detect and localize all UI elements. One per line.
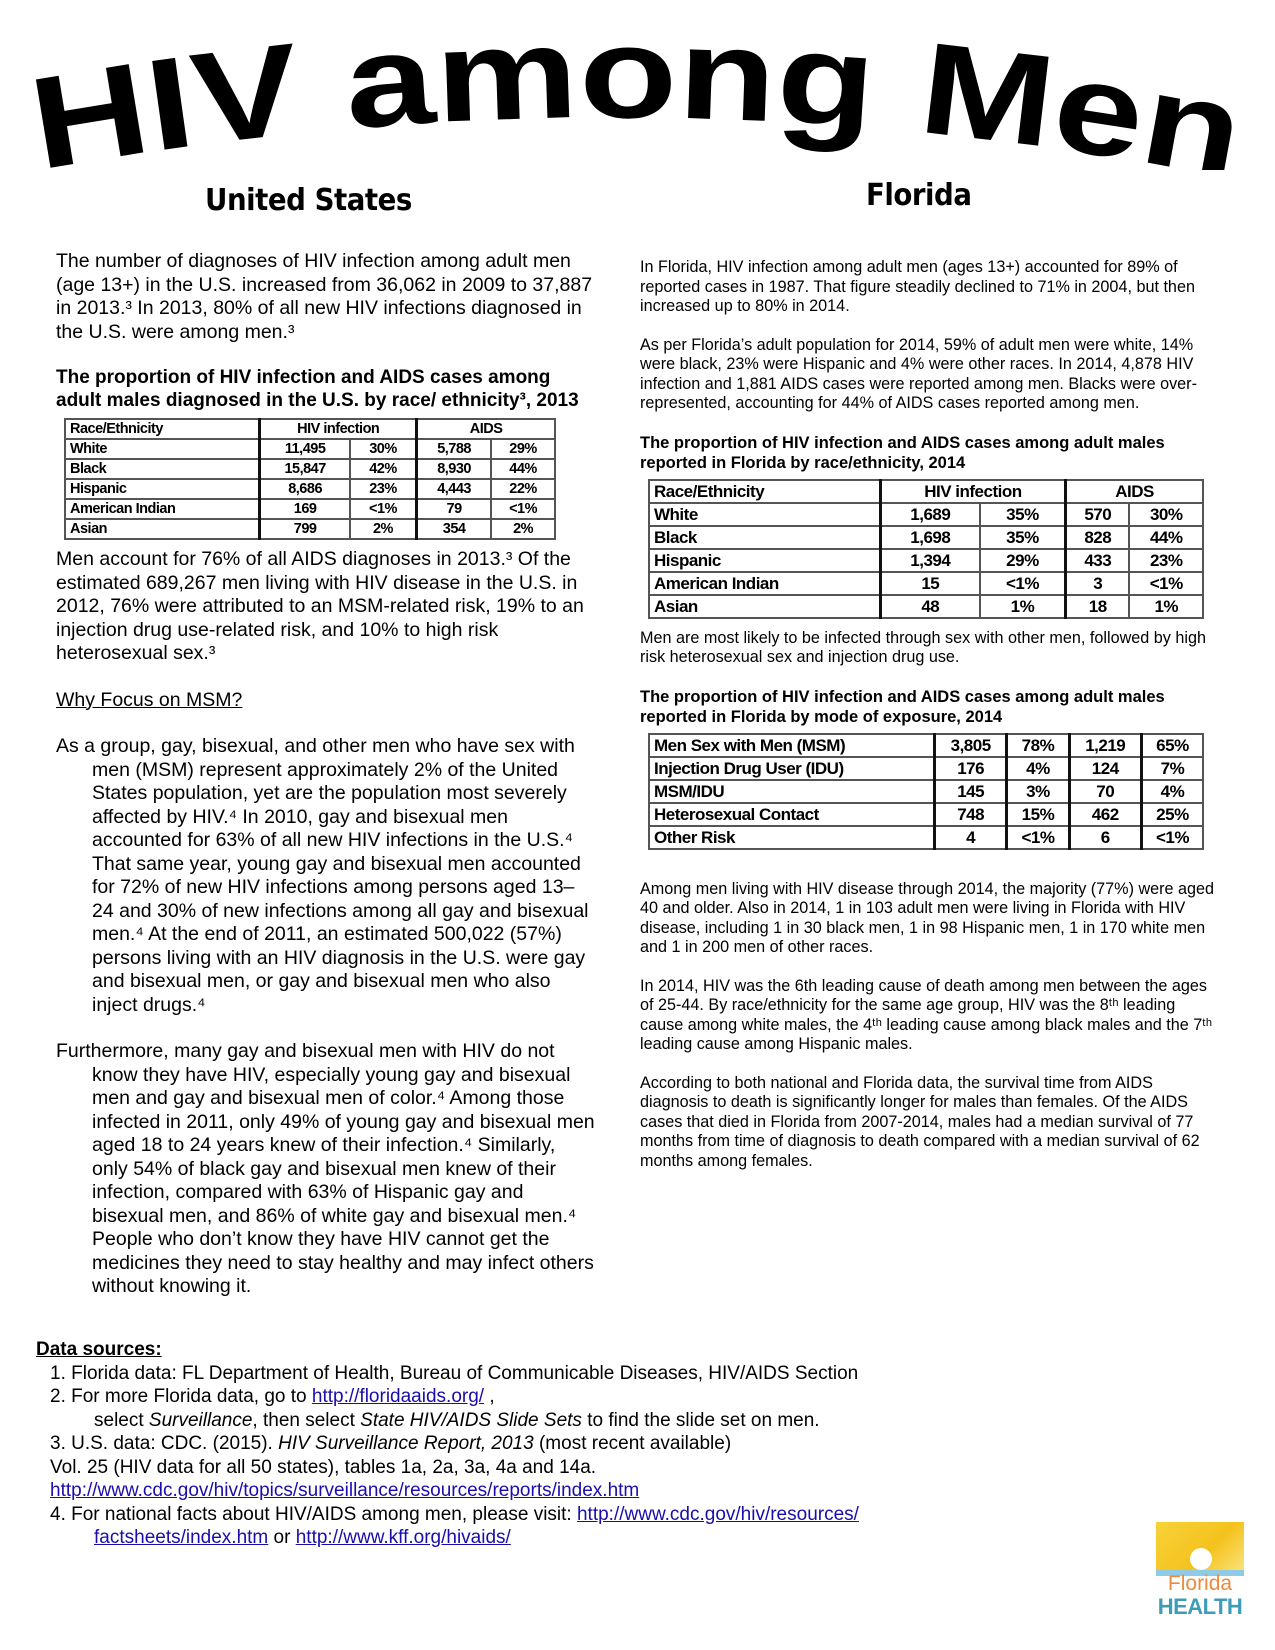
- msm-heading: Why Focus on MSM?: [56, 688, 243, 711]
- us-para-msm: As a group, gay, bisexual, and other men who have sex with men (MSM) represent approximately 2% of the United States population, yet are the population most severely affected by HIV.⁴ In 2010, gay and bisexual men accounted for 63% of all new HIV infections in the U.S.⁴ That same year, young gay and bisexual men accounted for 72% of new HIV infections among persons aged 13–24 and 30% of new infections among all gay and bisexual men.⁴ At the end of 2011, an estimated 500,022 (57%) persons living with an HIV diagnosis in the U.S. were gay and bisexual men, or gay and bisexual men who also inject drugs.⁴: [56, 735, 589, 1016]
- cell: 48: [880, 595, 980, 618]
- cell: 4,443: [417, 479, 492, 499]
- text: to find the slide set on men.: [581, 1409, 820, 1431]
- us-para-aids: Men account for 76% of all AIDS diagnoses in 2013.³ Of the estimated 689,267 men living with HIV disease in the U.S. in 2012, 76% were attributed to an MSM-related risk, 19% to an injection drug use-related risk, and 10% to high risk heterosexual sex.³: [56, 548, 584, 664]
- cell: 25%: [1141, 803, 1203, 826]
- florida-heading: Florida: [866, 178, 972, 213]
- cell: 7%: [1141, 757, 1203, 780]
- table-row: [649, 826, 1203, 849]
- cell: 145: [935, 780, 1007, 803]
- header-cell: AIDS: [1066, 480, 1203, 503]
- cell: 1,689: [880, 503, 980, 526]
- source-2-detail: [36, 1409, 1036, 1433]
- cell: American Indian: [65, 499, 260, 519]
- cell: 35%: [980, 526, 1066, 549]
- cell: 433: [1066, 549, 1130, 572]
- table-row: [65, 439, 555, 459]
- cell: <1%: [350, 499, 417, 519]
- fl-race-caption: The proportion of HIV infection and AIDS cases among adult males reported in Florida by race/ethnicity, 2014: [640, 433, 1165, 472]
- text: 4. For national facts about HIV/AIDS among men, please visit:: [50, 1503, 577, 1525]
- fl-mode-table: [648, 733, 1204, 850]
- cell: White: [65, 439, 260, 459]
- sunburst-icon: [1156, 1522, 1244, 1570]
- header-cell: AIDS: [417, 419, 555, 439]
- table-row: [649, 734, 1203, 757]
- kff-link[interactable]: http://www.kff.org/hivaids/: [295, 1527, 511, 1548]
- table-row: [649, 572, 1203, 595]
- us-para-unaware: Furthermore, many gay and bisexual men with HIV do not know they have HIV, especially young gay and bisexual men and gay and bisexual men of color.⁴ Among those infected in 2011, only 49% of young gay and bisexual men aged 18 to 24 years knew of their infection.⁴ Similarly, only 54% of black gay and bisexual men knew of their infection, compared with 63% of Hispanic gay and bisexual men, and 86% of white gay and bisexual men.⁴ People who don’t know they have HIV cannot get the medicines they need to stay healthy and may infect others without knowing it.: [56, 1040, 595, 1297]
- text: 3. U.S. data: CDC. (2015).: [50, 1433, 279, 1454]
- cell: 65%: [1141, 734, 1203, 757]
- cell: 799: [260, 519, 350, 539]
- text: HIV Surveillance Report, 2013: [278, 1433, 534, 1454]
- cell: 570: [1066, 503, 1130, 526]
- cell: Men Sex with Men (MSM): [649, 734, 935, 757]
- table-row: [649, 503, 1203, 526]
- cell: 3,805: [935, 734, 1007, 757]
- page-title: [30, 20, 1250, 170]
- fl-para-population: As per Florida’s adult population for 2014, 59% of adult men were white, 14% were black, 23% were Hispanic and 4% were other races. In 2014, 4,878 HIV infection and 1,881 AIDS cases were reported among men. Blacks were over-represented, accounting for 44% of AIDS cases reported among men.: [640, 335, 1197, 412]
- cell: MSM/IDU: [649, 780, 935, 803]
- cell: 44%: [491, 459, 555, 479]
- table-row: [65, 499, 555, 519]
- text: Surveillance: [148, 1409, 253, 1431]
- header-cell: Race/Ethnicity: [649, 480, 880, 503]
- cell: 3: [1066, 572, 1130, 595]
- table-row: [649, 526, 1203, 549]
- cell: Hispanic: [65, 479, 260, 499]
- cell: 11,495: [260, 439, 350, 459]
- cell: 462: [1069, 803, 1141, 826]
- cell: Asian: [649, 595, 880, 618]
- cell: White: [649, 503, 880, 526]
- logo-florida-text: Florida: [1167, 1572, 1233, 1595]
- cell: 44%: [1129, 526, 1203, 549]
- cell: Injection Drug User (IDU): [649, 757, 935, 780]
- cell: 124: [1069, 757, 1141, 780]
- table-row: [649, 595, 1203, 618]
- cell: American Indian: [649, 572, 880, 595]
- fl-para-survival: According to both national and Florida data, the survival time from AIDS diagnosis to death is significantly longer for males than females. Of the AIDS cases that died in Florida from 2007-2014, males had a median survival of 77 months from time of diagnosis to death compared with a median survival of 62 months among females.: [640, 1073, 1200, 1170]
- cell: 1%: [980, 595, 1066, 618]
- cell: 354: [417, 519, 492, 539]
- cell: 18: [1066, 595, 1130, 618]
- source-4: [36, 1503, 1036, 1527]
- cell: Asian: [65, 519, 260, 539]
- cdc-reports-link[interactable]: http://www.cdc.gov/hiv/topics/surveillance/resources/reports/index.htm: [50, 1480, 640, 1501]
- cell: 5,788: [417, 439, 492, 459]
- cell: 2%: [491, 519, 555, 539]
- cell: 29%: [491, 439, 555, 459]
- cell: <1%: [1129, 572, 1203, 595]
- cell: 30%: [1129, 503, 1203, 526]
- source-2: [36, 1385, 1036, 1409]
- cell: 1,394: [880, 549, 980, 572]
- table-row: [65, 479, 555, 499]
- source-4-detail: [36, 1526, 1036, 1550]
- table-row: [649, 780, 1203, 803]
- header-cell: HIV infection: [260, 419, 417, 439]
- fl-mode-caption: The proportion of HIV infection and AIDS cases among adult males reported in Florida by mode of exposure, 2014: [640, 687, 1165, 726]
- cell: Other Risk: [649, 826, 935, 849]
- cell: <1%: [1141, 826, 1203, 849]
- fl-para-trend: In Florida, HIV infection among adult men (ages 13+) accounted for 89% of reported cases in 1987. That figure steadily declined to 71% in 2004, but then increased up to 80% in 2014.: [640, 258, 1195, 315]
- table-row: [649, 549, 1203, 572]
- text: , then select: [252, 1409, 361, 1431]
- cell: 23%: [350, 479, 417, 499]
- text: 2. For more Florida data, go to: [50, 1386, 312, 1407]
- cell: 22%: [491, 479, 555, 499]
- cell: <1%: [1007, 826, 1069, 849]
- us-column: [56, 250, 596, 1299]
- cdc-factsheets-link-cont[interactable]: factsheets/index.htm: [94, 1527, 269, 1548]
- table-row: [649, 803, 1203, 826]
- fl-para-transmission: Men are most likely to be infected through sex with other men, followed by high risk heterosexual sex and injection drug use.: [640, 628, 1206, 666]
- cell: 15,847: [260, 459, 350, 479]
- sun-icon: [1190, 1548, 1212, 1570]
- cell: 23%: [1129, 549, 1203, 572]
- us-intro: The number of diagnoses of HIV infection among adult men (age 13+) in the U.S. increased from 36,062 in 2009 to 37,887 in 2013.³ In 2013, 80% of all new HIV infections diagnosed in the U.S. were among men.³: [56, 250, 593, 343]
- cell: Black: [649, 526, 880, 549]
- cell: 4%: [1007, 757, 1069, 780]
- logo-health-text: HEALTH: [1157, 1594, 1243, 1619]
- cell: 8,686: [260, 479, 350, 499]
- floridaaids-link[interactable]: http://floridaaids.org/: [311, 1386, 485, 1407]
- cell: 30%: [350, 439, 417, 459]
- cell: Hispanic: [649, 549, 880, 572]
- cell: 4: [935, 826, 1007, 849]
- svg-text:HIV among Men: HIV among Men: [30, 20, 1237, 170]
- cell: 6: [1069, 826, 1141, 849]
- data-sources: [36, 1338, 1036, 1550]
- cell: <1%: [980, 572, 1066, 595]
- cell: 70: [1069, 780, 1141, 803]
- table-row: [649, 757, 1203, 780]
- cell: 1,698: [880, 526, 980, 549]
- florida-health-logo: [1156, 1522, 1244, 1622]
- fl-para-death: In 2014, HIV was the 6th leading cause of death among men between the ages of 25-44. By race/ethnicity for the same age group, HIV was the 8ᵗʰ leading cause among white males, the 4ᵗʰ leading cause among black males and the 7ᵗʰ leading cause among Hispanic males.: [640, 976, 1213, 1053]
- fl-para-age: Among men living with HIV disease through 2014, the majority (77%) were aged 40 and older. Also in 2014, 1 in 103 adult men were living in Florida with HIV disease, including 1 in 30 black men, 1 in 98 Hispanic men, 1 in 170 white men and 1 in 200 men of other races.: [640, 879, 1215, 956]
- cell: 1,219: [1069, 734, 1141, 757]
- source-3: [36, 1432, 1036, 1456]
- cell: Black: [65, 459, 260, 479]
- cell: <1%: [491, 499, 555, 519]
- cell: 169: [260, 499, 350, 519]
- text: or: [268, 1527, 296, 1548]
- florida-column: [640, 258, 1220, 1171]
- header-cell: HIV infection: [880, 480, 1065, 503]
- arched-title-graphic: [30, 20, 1250, 170]
- cell: 78%: [1007, 734, 1069, 757]
- cell: 828: [1066, 526, 1130, 549]
- sources-heading: Data sources:: [36, 1339, 162, 1360]
- us-table-caption: The proportion of HIV infection and AIDS cases among adult males diagnosed in the U.S. by race/ ethnicity³, 2013: [56, 367, 579, 411]
- cell: 79: [417, 499, 492, 519]
- cdc-factsheets-link[interactable]: http://www.cdc.gov/hiv/resources/: [576, 1503, 859, 1525]
- cell: 42%: [350, 459, 417, 479]
- us-race-table: [64, 418, 556, 540]
- cell: 748: [935, 803, 1007, 826]
- fl-race-table: [648, 479, 1204, 619]
- text: ,: [484, 1386, 495, 1407]
- table-row: [65, 519, 555, 539]
- cell: 35%: [980, 503, 1066, 526]
- cell: 2%: [350, 519, 417, 539]
- text: State HIV/AIDS Slide Sets: [360, 1409, 582, 1431]
- cell: 29%: [980, 549, 1066, 572]
- cell: Heterosexual Contact: [649, 803, 935, 826]
- table-row: [65, 459, 555, 479]
- cell: 176: [935, 757, 1007, 780]
- cell: 15: [880, 572, 980, 595]
- cell: 15%: [1007, 803, 1069, 826]
- text: select: [94, 1409, 149, 1431]
- cell: 4%: [1141, 780, 1203, 803]
- cell: 8,930: [417, 459, 492, 479]
- header-cell: Race/Ethnicity: [65, 419, 260, 439]
- text: (most recent available): [533, 1433, 732, 1454]
- source-3-detail: Vol. 25 (HIV data for all 50 states), tables 1a, 2a, 3a, 4a and 14a.: [50, 1456, 597, 1478]
- cell: 1%: [1129, 595, 1203, 618]
- us-heading: United States: [205, 183, 412, 218]
- source-1: 1. Florida data: FL Department of Health, Bureau of Communicable Diseases, HIV/AIDS Section: [50, 1362, 859, 1384]
- cell: 3%: [1007, 780, 1069, 803]
